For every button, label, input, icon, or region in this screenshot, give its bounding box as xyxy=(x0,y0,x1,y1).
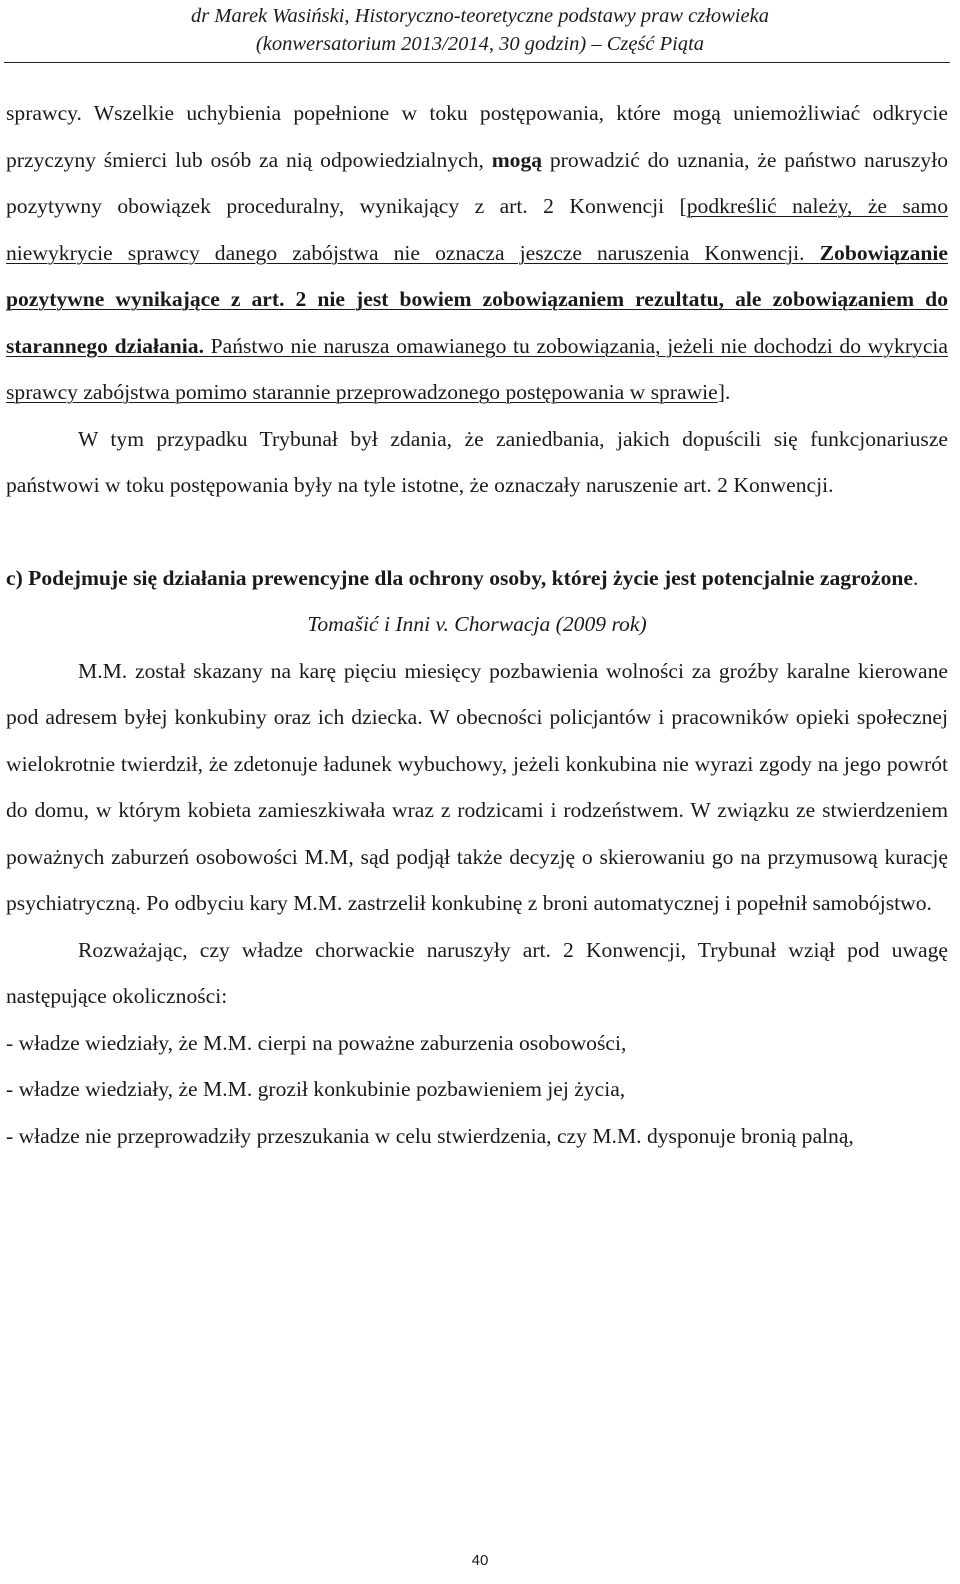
document-body xyxy=(6,90,948,1159)
text-run: sprawcy. Wszelkie uchybienia popełnione w toku postępowania, które mogą uniemożliwiać odkrycie przyczyny śmierci lub osób za nią odpowiedzialnych, xyxy=(6,101,948,172)
text-run: . xyxy=(913,565,919,590)
header-divider xyxy=(4,62,950,63)
text-run: ]. xyxy=(717,380,731,404)
list-item: - władze wiedziały, że M.M. groził konkubinie pozbawieniem jej życia, xyxy=(6,1077,626,1101)
text-run: prowadzić do uznania, że państwo naruszyło pozytywny obowiązek proceduralny, wynikający z art. 2 Konwencji [ xyxy=(6,147,948,218)
list-item: - władze wiedziały, że M.M. cierpi na poważne zaburzenia osobowości, xyxy=(6,1030,627,1055)
bold-text: c) Podejmuje się działania prewencyjne dla ochrony osoby, której życie jest potencjalnie zagrożone xyxy=(6,565,914,590)
running-header xyxy=(0,2,960,58)
bold-text: Zobowiązanie pozytywne wynikające z art. 2 nie jest bowiem zobowiązaniem rezultatu, ale zobowiązaniem do starannego działania. xyxy=(6,240,948,358)
page-number: 40 xyxy=(471,1552,489,1569)
section-heading-c xyxy=(6,555,948,602)
bold-text: mogą xyxy=(491,147,543,172)
paragraph-case-facts: M.M. został skazany na karę pięciu miesięcy pozbawienia wolności za groźby karalne kierowane pod adresem byłej konkubiny oraz ich dziecka. W obecności policjantów i pracowników opieki społecznej wielokrotnie twierdził, że zdetonuje ładunek wybuchowy, jeżeli konkubina nie wyrazi zgody na jego powrót do domu, w którym kobieta zamieszkiwała wraz z rodzicami i rodzeństwem. W związku ze stwierdzeniem poważnych zaburzeń osobowości M.M, sąd podjął także decyzję o skierowaniu go na przymusową kurację psychiatryczną. Po odbyciu kary M.M. zastrzelił konkubinę z broni automatycznej i popełnił samobójstwo. xyxy=(6,658,948,915)
text-run: podkreślić należy, że samo niewykrycie sprawcy danego zabójstwa nie oznacza jeszcze naruszenia Konwencji. xyxy=(6,194,948,265)
paragraph-tribunal-considerations: Rozważając, czy władze chorwackie naruszyły art. 2 Konwencji, Trybunał wziął pod uwagę następujące okoliczności: xyxy=(6,937,948,1008)
underlined-text xyxy=(6,194,948,404)
header-line-2: (konwersatorium 2013/2014, 30 godzin) – Część Piąta xyxy=(255,33,705,55)
header-line-1: dr Marek Wasiński, Historyczno-teoretyczne podstawy praw człowieka xyxy=(191,5,769,27)
text-run: Państwo nie narusza omawianego tu zobowiązania, jeżeli nie dochodzi do wykrycia sprawcy zabójstwa pomimo starannie przeprowadzonego postępowania w sprawie xyxy=(6,333,948,404)
case-title: Tomašić i Inni v. Chorwacja (2009 rok) xyxy=(307,612,647,636)
paragraph-procedural-obligation xyxy=(6,90,948,416)
paragraph-tribunal-opinion: W tym przypadku Trybunał był zdania, że zaniedbania, jakich dopuścili się funkcjonariusze państwowi w toku postępowania były na tyle istotne, że oznaczały naruszenie art. 2 Konwencji. xyxy=(6,426,948,497)
list-item: - władze nie przeprowadziły przeszukania w celu stwierdzenia, czy M.M. dysponuje bronią palną, xyxy=(6,1123,854,1148)
spacer xyxy=(6,509,948,555)
circumstances-list xyxy=(6,1020,948,1160)
